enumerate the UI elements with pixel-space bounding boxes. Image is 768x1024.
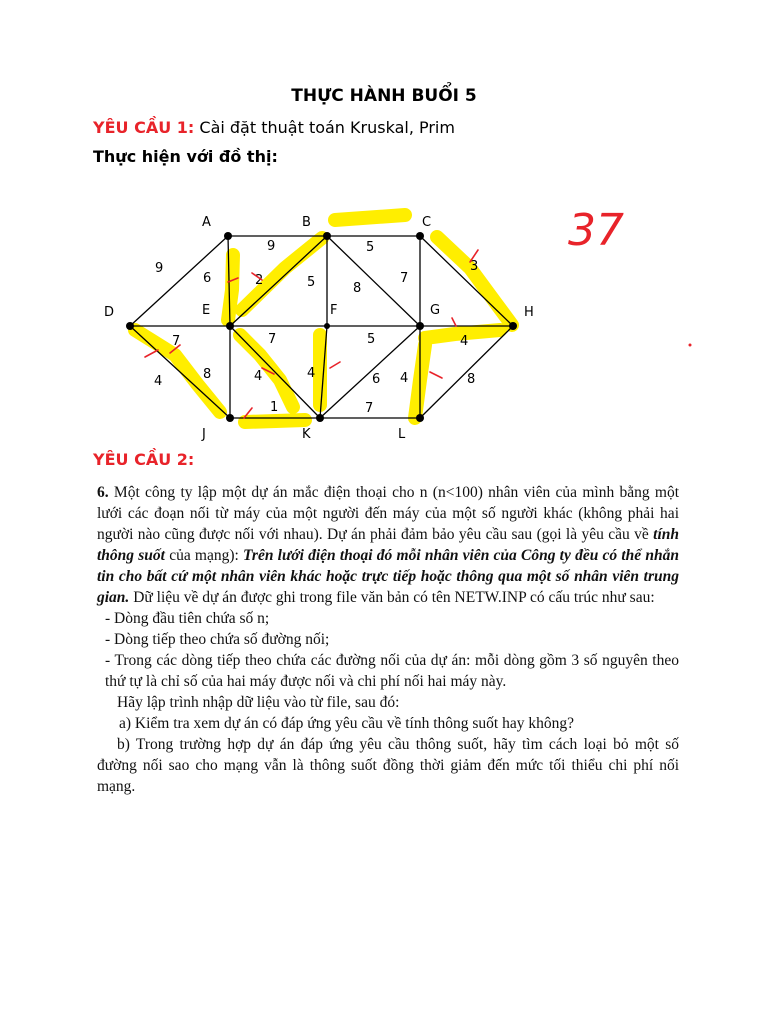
- weight-hl: 8: [467, 372, 476, 387]
- requirement-2-label: YÊU CẦU 2:: [93, 450, 195, 469]
- node-label-d: D: [104, 305, 115, 320]
- list-item: - Dòng tiếp theo chứa số đường nối;: [105, 631, 330, 648]
- problem-number: 6.: [97, 484, 109, 501]
- weight-ej: 8: [203, 367, 212, 382]
- problem-instruction: Hãy lập trình nhập dữ liệu vào từ file, sau đó:: [117, 694, 400, 711]
- node-label-c: C: [422, 215, 432, 230]
- weight-dj: 4: [154, 374, 163, 389]
- node-label-b: B: [302, 215, 311, 230]
- weight-gk: 6: [372, 372, 381, 387]
- node-label-g: G: [430, 303, 441, 318]
- graph-caption: Thực hiện với đồ thị:: [93, 147, 278, 166]
- highlight-bc: [335, 215, 405, 220]
- node-label-h: H: [524, 305, 534, 320]
- problem-emphasis: tính thông suốt: [97, 526, 679, 564]
- weight-ab: 9: [267, 239, 276, 254]
- node-c: [416, 232, 424, 240]
- node-b: [323, 232, 331, 240]
- list-item: - Trong các dòng tiếp theo chứa các đường nối của dự án: mỗi dòng gồm 3 số nguyên theo thứ tự là chỉ số của hai máy được nối và chi phí nối hai máy này.: [105, 652, 679, 690]
- problem-intro: [97, 482, 679, 608]
- weight-ae: 6: [203, 271, 212, 286]
- question-a: a) Kiểm tra xem dự án có đáp ứng yêu cầu về tính thông suốt hay không?: [119, 715, 574, 732]
- highlight-jk: [245, 420, 305, 422]
- node-h: [509, 322, 517, 330]
- weighted-graph-figure: [0, 195, 768, 445]
- red-dot: [689, 344, 692, 347]
- weight-ek-2: 7: [268, 332, 277, 347]
- node-label-j: J: [202, 427, 206, 442]
- node-label-f: F: [330, 303, 338, 318]
- requirement-1: [93, 118, 455, 137]
- weight-bc: 5: [366, 240, 375, 255]
- node-label-a: A: [202, 215, 211, 230]
- weight-gh: 4: [460, 334, 469, 349]
- page-title: THỰC HÀNH BUỔI 5: [291, 86, 477, 106]
- node-l: [416, 414, 424, 422]
- weight-bf: 5: [307, 275, 316, 290]
- problem-text-3: Dữ liệu về dự án được ghi trong file văn bản có tên NETW.INP có cấu trúc như sau:: [133, 589, 655, 606]
- question-b: b) Trong trường hợp dự án đáp ứng yêu cầu thông suốt, hãy tìm cách loại bỏ một số đường nối sao cho mạng vẫn là thông suốt đồng thời giảm đến mức tối thiểu chi phí nối mạng.: [97, 736, 679, 795]
- node-label-k: K: [302, 427, 311, 442]
- weight-eb: 2: [255, 273, 264, 288]
- weight-de: 7: [172, 334, 181, 349]
- node-label-e: E: [202, 303, 211, 318]
- node-j: [226, 414, 234, 422]
- node-k: [316, 414, 324, 422]
- weight-gl: 4: [400, 371, 409, 386]
- requirement-2: [93, 450, 194, 469]
- highlight-ch: [437, 237, 512, 325]
- weight-fk: 4: [307, 366, 316, 381]
- weight-bg: 8: [353, 281, 362, 296]
- weight-cg: 7: [400, 271, 409, 286]
- node-g: [416, 322, 424, 330]
- weight-ek: 4: [254, 369, 263, 384]
- handwritten-score: 37: [568, 205, 624, 256]
- weight-kl: 7: [365, 401, 374, 416]
- requirement-1-text: Cài đặt thuật toán Kruskal, Prim: [199, 118, 455, 137]
- weight-gf: 5: [367, 332, 376, 347]
- weight-jk: 1: [270, 400, 279, 415]
- problem-text-2: của mạng):: [169, 547, 239, 564]
- weight-ad: 9: [155, 261, 164, 276]
- problem-text-1: Một công ty lập một dự án mắc điện thoại cho n (n<100) nhân viên của mình bằng một lưới các đoạn nối từ máy của một người đến máy của một số người khác (không phải hai người nào cũng được nối với nhau). Dự án phải đảm bảo yêu cầu sau (gọi là yêu cầu về: [97, 484, 680, 543]
- node-d: [126, 322, 134, 330]
- list-item: - Dòng đầu tiên chứa số n;: [105, 610, 270, 627]
- weight-ch: 3: [470, 259, 479, 274]
- highlight-strokes: [135, 215, 512, 422]
- node-a: [224, 232, 232, 240]
- problem-requirement: Trên lưới điện thoại đó mỗi nhân viên của Công ty đều có thể nhắn tin cho bất cứ một nhân viên khác hoặc trực tiếp hoặc thông qua một số nhân viên trung gian.: [97, 547, 679, 606]
- node-label-l: L: [398, 427, 406, 442]
- problem-statement: [97, 482, 679, 797]
- node-e: [226, 322, 234, 330]
- node-f: [324, 323, 330, 329]
- requirement-1-label: YÊU CẦU 1:: [93, 118, 195, 137]
